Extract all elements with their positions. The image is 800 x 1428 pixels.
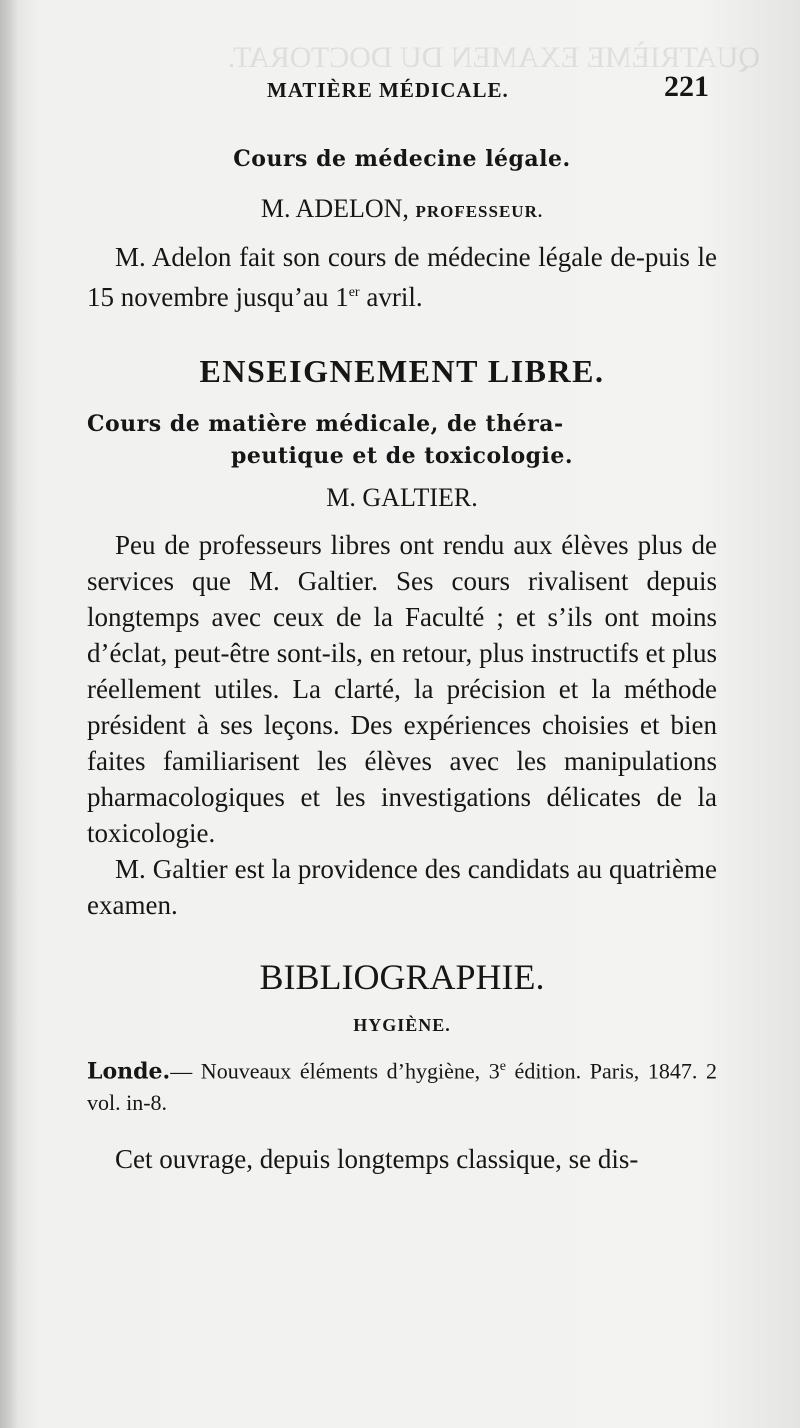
paragraph-adelon-text: M. Adelon fait son cours de médecine légale de-puis le 15 novembre jusqu’au 1 (87, 242, 717, 312)
edition-suffix: e (499, 1059, 506, 1074)
subtitle-matiere-medicale-line2: peutique et de toxicologie. (230, 443, 574, 469)
professor-title: PROFESSEUR. (415, 202, 544, 221)
professor-line-adelon (87, 192, 717, 229)
paragraph-adelon (87, 239, 717, 315)
entry-author: Londe. (87, 1058, 171, 1085)
ordinal-suffix: er (348, 285, 360, 300)
subtitle-hygiene: HYGIÈNE. (353, 1015, 451, 1035)
running-head: MATIÈRE MÉDICALE. (267, 78, 509, 102)
page-number: 221 (664, 70, 709, 103)
professor-line-galtier (87, 481, 717, 515)
bibliography-entry (87, 1051, 717, 1119)
page-header (87, 66, 717, 116)
paragraph-galtier-1: Peu de professeurs libres ont rendu aux élèves plus de services que M. Galtier. Ses cours rivalisent depuis longtemps avec ceux de la Faculté ; et s’ils ont moins d’éclat, peut-être sont-ils, en retour, plus instructifs et plus réellement utiles. La clarté, la précision et la méthode président à ses leçons. Des expériences choisies et bien faites familiarisent les élèves avec les manipulations pharmacologiques et les investigations délicates de la toxicologie. (87, 530, 717, 848)
section-title-bibliographie: BIBLIOGRAPHIE. (259, 957, 545, 997)
professor-name: M. GALTIER. (326, 483, 478, 512)
professor-name: M. ADELON, (260, 194, 409, 223)
section-title-enseignement-libre: ENSEIGNEMENT LIBRE. (199, 353, 605, 389)
entry-text: — Nouveaux éléments d’hygiène, 3 (170, 1058, 500, 1084)
paragraph-bibliographie: Cet ouvrage, depuis longtemps classique, se dis- (115, 1144, 639, 1175)
section-title-medecine-legale: Cours de médecine légale. (233, 146, 571, 172)
page-text-block (87, 66, 717, 1177)
binding-shadow (0, 0, 18, 1428)
paragraph-adelon-text-end: avril. (359, 282, 423, 312)
entry-text-end: édition. Paris, 1847. 2 vol. in-8. (87, 1058, 717, 1116)
bleed-through-text: QUATRIÈME EXAMEN DU DOCTORAT. (227, 41, 760, 74)
subtitle-matiere-medicale-line1: Cours de matière médicale, de théra- (87, 411, 564, 437)
paragraph-galtier-2: M. Galtier est la providence des candidats au quatrième examen. (87, 854, 717, 920)
